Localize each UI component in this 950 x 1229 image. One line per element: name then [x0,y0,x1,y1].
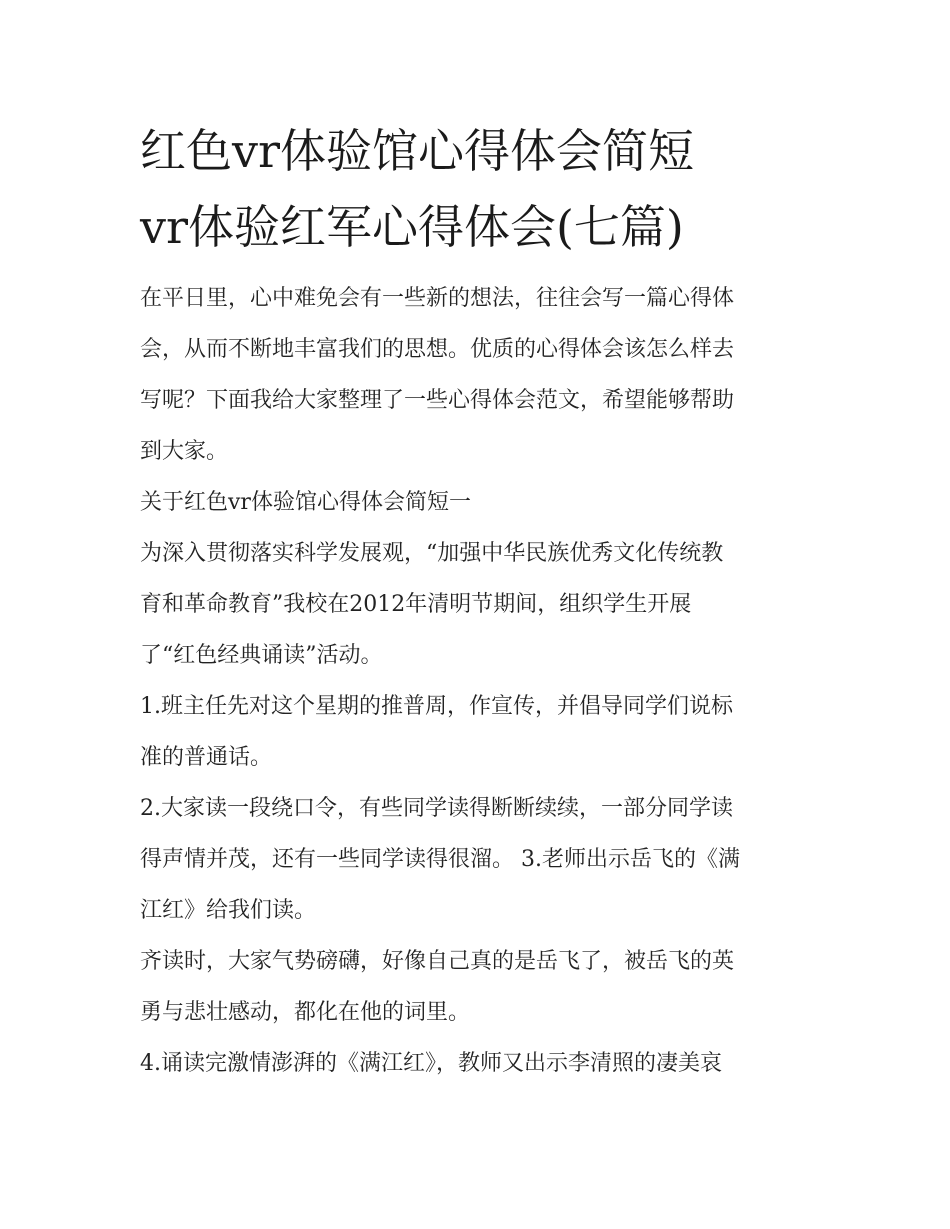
body-line: 会，从而不断地丰富我们的思想。优质的心得体会该怎么样去 [140,337,735,362]
body-line: 为深入贯彻落实科学发展观，“加强中华民族优秀文化传统教 [140,541,724,566]
title-line-1: 红色vr体验馆心得体会简短 [140,124,694,178]
list-item-line: 准的普通话。 [140,745,273,770]
body-line: 到大家。 [140,439,229,464]
list-item-line: 得声情并茂，还有一些同学读得很溜。 3.老师出示岳飞的《满 [140,847,740,872]
body-line: 勇与悲壮感动，都化在他的词里。 [140,1000,471,1025]
body-line: 育和革命教育”我校在2012年清明节期间，组织学生开展 [140,592,692,617]
list-item-line: 2.大家读一段绕口令，有些同学读得断断续续，一部分同学读 [140,796,733,821]
document-body [140,273,820,1089]
body-line: 写呢？下面我给大家整理了一些心得体会范文，希望能够帮助 [140,388,735,413]
list-item-line: 江红》给我们读。 [140,898,317,923]
section-heading: 关于红色vr体验馆心得体会简短一 [140,490,471,515]
document-content [140,113,820,1089]
title-line-2: vr体验红军心得体会(七篇) [140,200,684,254]
document-title [140,113,820,265]
list-item-line: 4.诵读完激情澎湃的《满江红》，教师又出示李清照的凄美哀 [140,1051,722,1076]
list-item-line: 1.班主任先对这个星期的推普周，作宣传，并倡导同学们说标 [140,694,733,719]
body-line: 在平日里，心中难免会有一些新的想法，往往会写一篇心得体 [140,286,735,311]
body-line: 齐读时，大家气势磅礴，好像自己真的是岳飞了，被岳飞的英 [140,949,735,974]
body-line: 了“红色经典诵读”活动。 [140,643,383,668]
